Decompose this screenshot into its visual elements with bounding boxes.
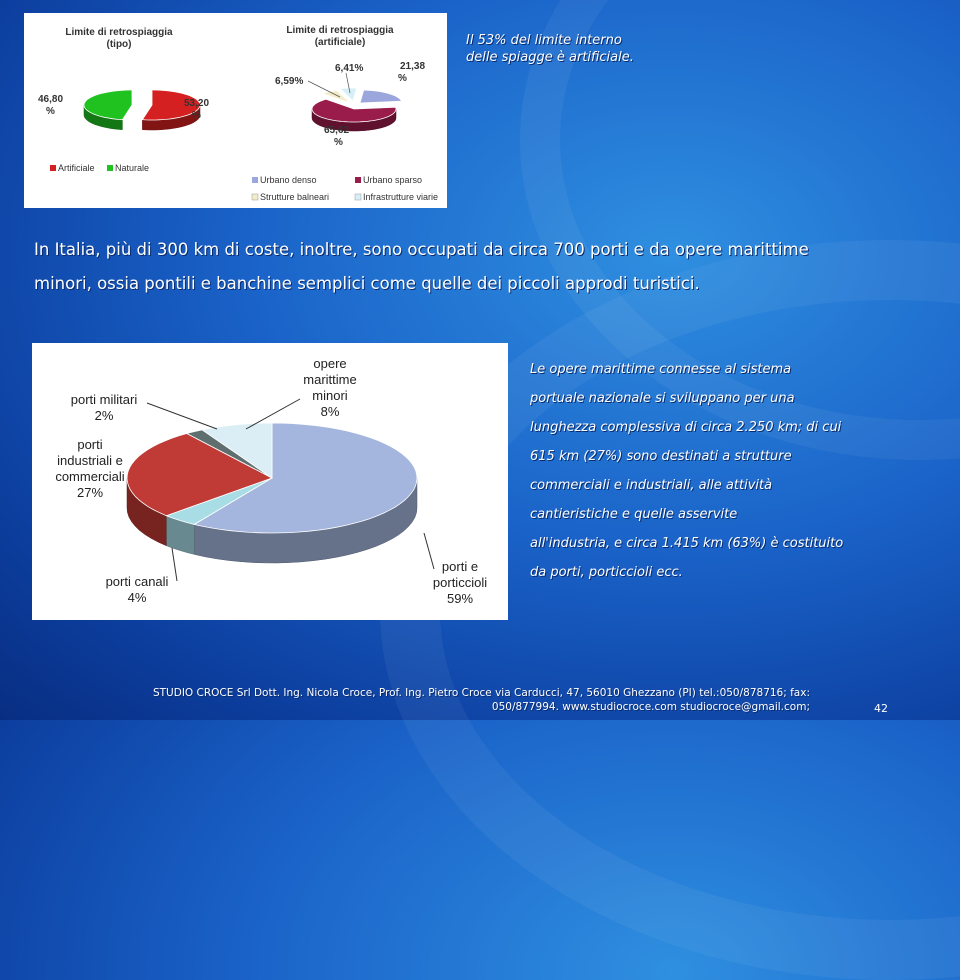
chart2-label-strutture-balneari: 6,59%	[275, 76, 304, 87]
footer-line1: STUDIO CROCE Srl Dott. Ing. Nicola Croce, Prof. Ing. Pietro Croce via Carducci, 47, 56010 Ghezzano (PI) tel.:050/878716; fax:	[152, 687, 810, 699]
chart2-label-urbano-denso-unit: %	[398, 73, 407, 84]
chart1-title-line1: Limite di retrospiaggia	[65, 27, 173, 38]
chart1-label-artificiale-unit: %	[192, 110, 201, 121]
chart2-legend-swatch-urbano-denso	[252, 177, 258, 183]
chart3-label-industriali-l1: porti	[77, 437, 103, 452]
chart1-label-artificiale: 53,20	[184, 98, 210, 109]
chart3-label-porti-value: 59%	[446, 591, 474, 606]
chart1-pie	[84, 90, 200, 130]
chart3-label-industriali-l2: industriali e	[57, 453, 123, 468]
chart2-label-urbano-sparso: 65,62	[324, 125, 350, 136]
note-right-line4: 615 km (27%) sono destinati a strutture	[530, 449, 792, 464]
ports-chart	[32, 343, 508, 620]
note-right-line3: lunghezza complessiva di circa 2.250 km; di cui	[530, 420, 842, 435]
chart1-legend-swatch-naturale	[107, 165, 113, 171]
note-top	[466, 32, 634, 66]
chart3-label-canali-value: 4%	[127, 590, 147, 605]
ports-chart-box	[32, 343, 508, 620]
chart1-legend-naturale: Naturale	[115, 163, 150, 173]
chart3-leader-porti	[424, 533, 434, 569]
chart3-leader-canali	[172, 548, 177, 581]
chart3-label-militari-l1: porti militari	[70, 392, 138, 407]
chart1-title-line2: (tipo)	[106, 39, 132, 50]
chart2-legend-swatch-strutture-balneari	[252, 194, 258, 200]
chart3-label-opere-l3: minori	[312, 388, 348, 403]
note-right-line7: all'industria, e circa 1.415 km (63%) è costituito	[530, 536, 844, 551]
chart3-pie	[127, 423, 417, 563]
chart2-title-line1: Limite di retrospiaggia	[286, 25, 394, 36]
chart3-label-opere-value: 8%	[320, 404, 340, 419]
chart1-label-naturale: 46,80	[38, 94, 64, 105]
chart2-legend-swatch-infrastrutture	[355, 194, 361, 200]
chart1-legend-swatch-artificiale	[50, 165, 56, 171]
chart3-label-opere-l2: marittime	[303, 372, 357, 387]
chart3-label-industriali-l3: commerciali	[55, 469, 125, 484]
chart3-label-canali-l1: porti canali	[105, 574, 169, 589]
beach-limit-chart-box	[24, 13, 447, 208]
chart2-label-infrastrutture: 6,41%	[335, 63, 364, 74]
chart2-label-urbano-sparso-unit: %	[334, 137, 343, 148]
chart1-legend-artificiale: Artificiale	[58, 163, 95, 173]
note-right-line5: commerciali e industriali, alle attività	[530, 478, 773, 493]
beach-limit-charts	[24, 13, 447, 208]
chart2-slice-1	[312, 99, 396, 122]
chart3-label-militari-value: 2%	[94, 408, 114, 423]
page-number: 42	[874, 702, 888, 715]
chart3-label-porti-l2: porticcioli	[432, 575, 488, 590]
chart2-leader-balneari	[308, 81, 340, 97]
footer	[80, 686, 810, 714]
footer-line2: 050/877994. www.studiocroce.com studiocroce@gmail.com;	[491, 701, 810, 713]
note-top-line1: Il 53% del limite interno	[466, 33, 622, 48]
chart3-label-industriali-value: 27%	[76, 485, 104, 500]
chart2-legend-strutture-balneari: Strutture balneari	[260, 192, 330, 202]
main-paragraph-line1: In Italia, più di 300 km di coste, inoltre, sono occupati da circa 700 porti e da opere marittime	[34, 240, 809, 259]
main-paragraph-line2: minori, ossia pontili e banchine semplici come quelle dei piccoli approdi turistici.	[34, 274, 700, 293]
chart2-title-line2: (artificiale)	[314, 37, 366, 48]
chart1-label-naturale-unit: %	[46, 106, 55, 117]
chart2-legend-urbano-denso: Urbano denso	[260, 175, 317, 185]
note-top-line2: delle spiagge è artificiale.	[466, 50, 634, 65]
chart2-slice-0	[360, 90, 402, 103]
chart2-legend-urbano-sparso: Urbano sparso	[363, 175, 423, 185]
main-paragraph	[34, 233, 934, 301]
note-right-line2: portuale nazionale si sviluppano per una	[530, 391, 795, 406]
note-right-line6: cantieristiche e quelle asservite	[530, 507, 738, 522]
note-right-line8: da porti, porticcioli ecc.	[530, 565, 683, 580]
chart2-legend-infrastrutture: Infrastrutture viarie	[363, 192, 439, 202]
chart2-label-urbano-denso: 21,38	[400, 61, 426, 72]
chart2-legend-swatch-urbano-sparso	[355, 177, 361, 183]
chart3-label-porti-l1: porti e	[441, 559, 479, 574]
chart3-label-opere-l1: opere	[313, 356, 347, 371]
note-right	[530, 355, 910, 587]
note-right-line1: Le opere marittime connesse al sistema	[530, 362, 792, 377]
chart3-leader-militari	[147, 403, 217, 429]
